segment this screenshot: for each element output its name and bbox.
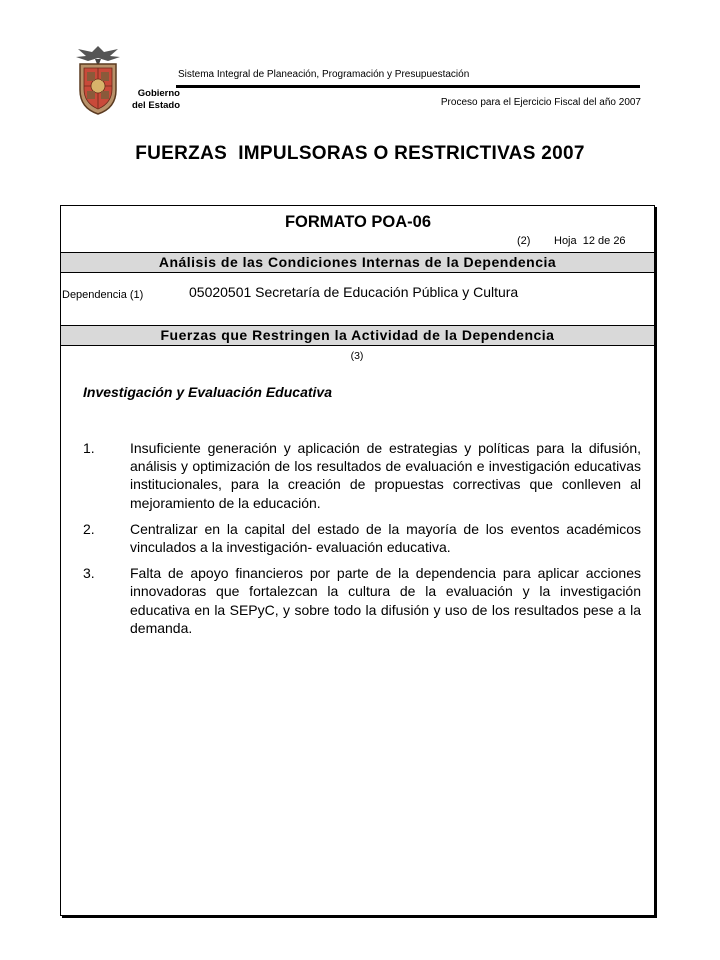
dependency-label: Dependencia (1)	[62, 289, 144, 301]
sheet-number: Hoja 12 de 26	[554, 235, 626, 247]
section-band-restricting-forces: Fuerzas que Restringen la Actividad de la Dependencia	[61, 325, 654, 346]
state-coat-of-arms-icon	[68, 42, 128, 122]
list-item-number: 3.	[83, 565, 95, 582]
list-item-text: Insuficiente generación y aplicación de estrategias y políticas para la difusión, análisis y optimización de los resultados de evaluación e investigación educativas institucionales, para la creación de propuestas correctivas que conlleven al mejoramiento de la educación.	[130, 440, 641, 511]
section-heading: Investigación y Evaluación Educativa	[83, 384, 332, 400]
reference-3: (3)	[350, 350, 364, 362]
process-line: Proceso para el Ejercicio Fiscal del año 2007	[440, 97, 641, 108]
list-item-text: Falta de apoyo financieros por parte de la dependencia para aplicar acciones innovadoras que fortalezcan la cultura de la evaluación y la investigación educativa en la SEPyC, y sobre todo la difusión y uso de los resultados pese a la demanda.	[130, 565, 641, 636]
government-label: Gobierno del Estado	[131, 88, 180, 111]
restricting-forces-list	[83, 439, 641, 645]
dependency-value: 05020501 Secretaría de Educación Pública y Cultura	[189, 284, 519, 300]
list-item	[83, 520, 641, 556]
header-divider	[176, 85, 640, 88]
list-item	[83, 564, 641, 637]
list-item-number: 2.	[83, 520, 95, 537]
section-band-internal-conditions: Análisis de las Condiciones Internas de la Dependencia	[61, 252, 654, 273]
form-code: FORMATO POA-06	[284, 213, 432, 231]
reference-2: (2)	[517, 235, 531, 247]
list-item	[83, 439, 641, 512]
list-item-text: Centralizar en la capital del estado de la mayoría de los eventos académicos vinculados a la investigación- evaluación educativa.	[130, 520, 641, 556]
document-title: FUERZAS IMPULSORAS O RESTRICTIVAS 2007	[135, 143, 585, 164]
system-title: Sistema Integral de Planeación, Programación y Presupuestación	[178, 69, 470, 80]
list-item-number: 1.	[83, 440, 95, 456]
